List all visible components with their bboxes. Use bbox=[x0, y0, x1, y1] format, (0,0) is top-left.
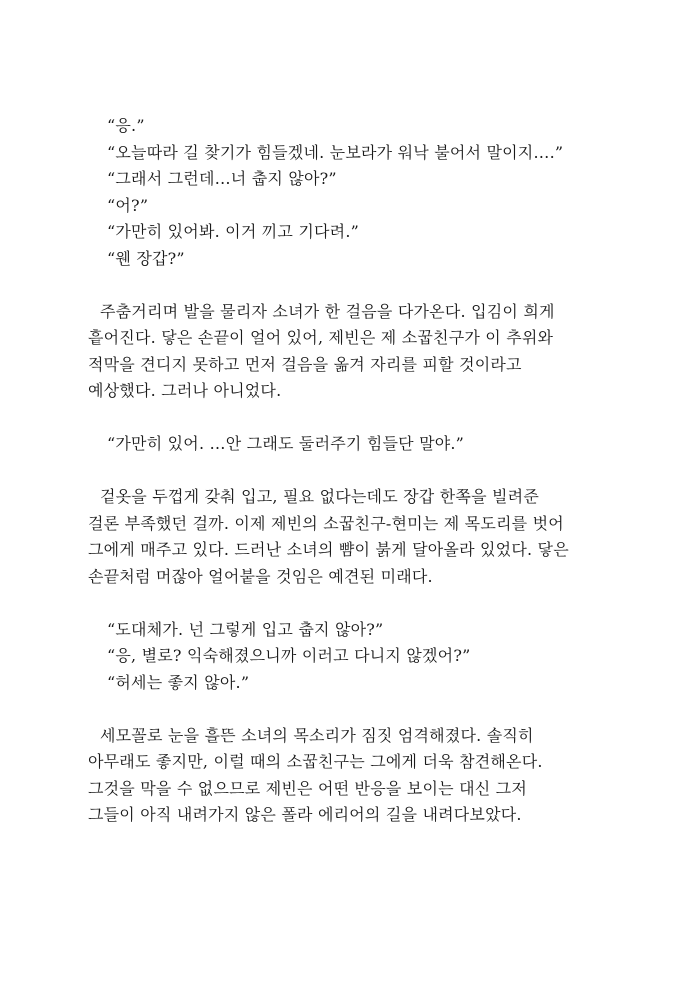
paragraph-gap bbox=[88, 696, 628, 723]
dialogue-line: “가만히 있어봐. 이거 끼고 기다려.” bbox=[107, 222, 360, 241]
paragraph-line: 예상했다. 그러나 아니었다. bbox=[88, 381, 282, 400]
dialogue-line: “허세는 좋지 않아.” bbox=[107, 672, 250, 692]
dialogue-line: “오늘따라 길 찾기가 힘들겠네. 눈보라가 워낙 불어서 말이지….” bbox=[107, 142, 564, 162]
paragraph-line: 그것을 막을 수 없으므로 제빈은 어떤 반응을 보이는 대신 그저 bbox=[88, 778, 527, 798]
dialogue-line: “웬 장갑?” bbox=[107, 248, 185, 268]
story-text bbox=[88, 113, 628, 829]
paragraph-line: 적막을 견디지 못하고 먼저 걸음을 옮겨 자리를 피할 것이라고 bbox=[88, 354, 522, 374]
paragraph-line: 그에게 매주고 있다. 드러난 소녀의 뺨이 붉게 달아올라 있었다. 닿은 bbox=[88, 540, 569, 559]
paragraph-line: 그들이 아직 내려가지 않은 폴라 에리어의 길을 내려다보았다. bbox=[88, 805, 522, 824]
paragraph-gap bbox=[88, 458, 628, 485]
paragraph-gap bbox=[88, 590, 628, 617]
paragraph-line: 주춤거리며 발을 물리자 소녀가 한 걸음을 다가온다. 입김이 희게 bbox=[100, 301, 555, 321]
dialogue-line: “응.” bbox=[107, 116, 145, 135]
paragraph-line: 아무래도 좋지만, 이럴 때의 소꿉친구는 그에게 더욱 참견해온다. bbox=[88, 752, 543, 771]
paragraph-gap bbox=[88, 405, 628, 432]
dialogue-line: “그래서 그런데…너 춥지 않아?” bbox=[107, 169, 337, 188]
paragraph-line: 흩어진다. 닿은 손끝이 얼어 있어, 제빈은 제 소꿉친구가 이 추위와 bbox=[88, 328, 554, 347]
paragraph-line: 걸론 부족했던 걸까. 이제 제빈의 소꿉친구-현미는 제 목도리를 벗어 bbox=[88, 513, 564, 533]
paragraph-gap bbox=[88, 272, 628, 299]
dialogue-line: “응, 별로? 익숙해졌으니까 이러고 다니지 않겠어?” bbox=[107, 646, 471, 665]
paragraph-line: 겉옷을 두껍게 갖춰 입고, 필요 없다는데도 장갑 한쪽을 빌려준 bbox=[100, 487, 539, 506]
paragraph-line: 세모꼴로 눈을 흘뜬 소녀의 목소리가 짐짓 엄격해졌다. 솔직히 bbox=[100, 725, 534, 745]
dialogue-line: “가만히 있어. …안 그래도 둘러주기 힘들단 말야.” bbox=[107, 434, 465, 453]
dialogue-line: “어?” bbox=[107, 195, 149, 215]
dialogue-line: “도대체가. 넌 그렇게 입고 춥지 않아?” bbox=[107, 619, 384, 639]
paragraph-line: 손끝처럼 머잖아 얼어붙을 것임은 예견된 미래다. bbox=[88, 566, 433, 586]
